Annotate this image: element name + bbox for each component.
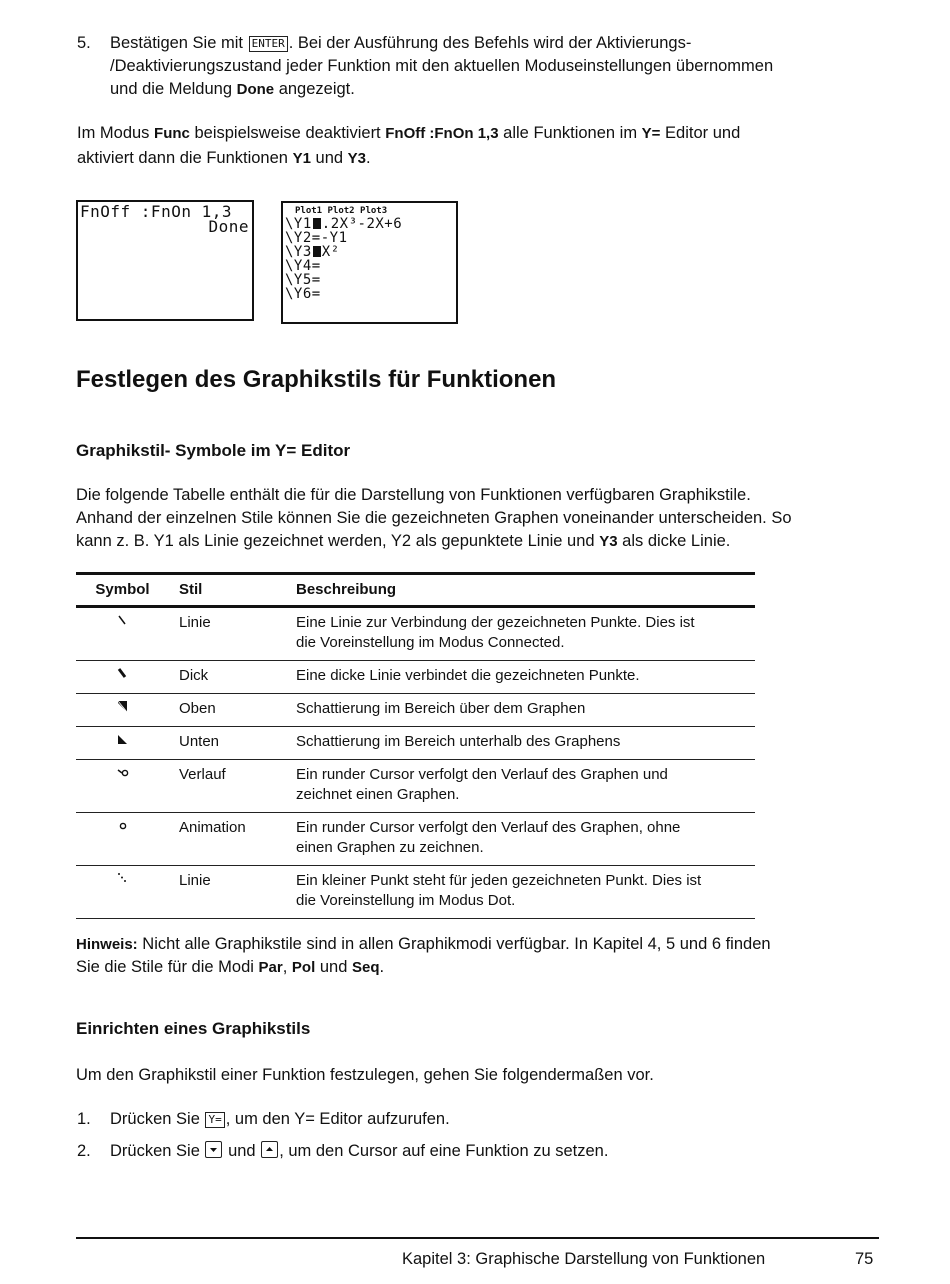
intro-line-2: Anhand der einzelnen Stile können Sie die gezeichneten Graphen voneinander unterscheiden. So — [76, 509, 792, 527]
beschreibung-line-2: die Voreinstellung im Modus Dot. — [296, 892, 516, 909]
footer-chapter: Kapitel 3: Graphische Darstellung von Funktionen — [402, 1250, 766, 1268]
y-function-label: \Y2 — [285, 230, 312, 246]
example-text: alle Funktionen im — [503, 124, 638, 142]
beschreibung-line-2: einen Graphen zu zeichnen. — [296, 839, 484, 856]
intro-text: kann z. B. Y1 als Linie gezeichnet werden, Y2 als gepunktete Linie und — [76, 532, 595, 550]
dot-style-icon — [117, 872, 129, 889]
y-editor-rows — [285, 217, 456, 301]
func-keyword: Func — [154, 125, 190, 142]
table-header-row — [76, 574, 755, 607]
seq-keyword: Seq — [351, 959, 380, 976]
step-2-text: Drücken Sie — [110, 1142, 200, 1160]
note-text: Nicht alle Graphikstile sind in allen Graphikmodi verfügbar. In Kapitel 4, 5 und 6 finden — [142, 935, 771, 953]
step-5-text-post: . Bei der Ausführung des Befehls wird der Aktivierungs- — [288, 34, 692, 52]
enter-key: ENTER — [249, 36, 288, 52]
step-2-text-mid: und — [228, 1142, 256, 1160]
instruction-text: Um den Graphikstil einer Funktion festzulegen, gehen Sie folgendermaßen vor. — [76, 1066, 654, 1084]
beschreibung-cell — [296, 813, 755, 866]
note-line-2 — [76, 956, 916, 979]
pol-keyword: Pol — [291, 959, 316, 976]
y-function-expression: = — [311, 272, 321, 288]
stil-cell: Verlauf — [169, 760, 296, 813]
step-5-line-3 — [77, 78, 877, 101]
beschreibung-line-1: Schattierung im Bereich unterhalb des Graphens — [296, 733, 621, 750]
beschreibung-cell — [296, 607, 755, 661]
y-editor-row — [285, 273, 456, 287]
step-5-line-3-pre: und die Meldung — [110, 80, 233, 98]
shade-below-icon — [117, 733, 129, 750]
home-screen-result: Done — [208, 217, 249, 236]
stil-cell: Dick — [169, 661, 296, 694]
step-number: 2. — [77, 1142, 91, 1160]
beschreibung-line-2: zeichnet einen Graphen. — [296, 786, 460, 803]
y3-keyword: Y3 — [599, 533, 618, 550]
beschreibung-cell — [296, 866, 755, 919]
footer-rule — [76, 1237, 879, 1239]
step-number: 5. — [77, 34, 91, 52]
note-text: Sie die Stile für die Modi — [76, 958, 254, 976]
step-1-text-post: , um den Y= Editor aufzurufen. — [225, 1110, 450, 1128]
down-arrow-key-icon — [205, 1141, 222, 1158]
example-paragraph — [77, 121, 897, 171]
example-text: . — [366, 149, 371, 167]
par-keyword: Par — [258, 959, 283, 976]
table-body — [76, 607, 755, 919]
step-2-text-post: , um den Cursor auf eine Funktion zu setzen. — [279, 1142, 609, 1160]
selected-equals-indicator — [313, 218, 321, 229]
step-5-line-1 — [77, 32, 877, 55]
stil-cell: Oben — [169, 694, 296, 727]
header-beschreibung: Beschreibung — [296, 574, 755, 607]
fnoff-command: FnOff :FnOn 1,3 — [385, 125, 499, 142]
step-number: 1. — [77, 1110, 91, 1128]
header-stil: Stil — [169, 574, 296, 607]
note-paragraph — [76, 933, 916, 979]
note-label: Hinweis: — [76, 936, 138, 953]
example-line-1 — [77, 121, 897, 146]
table-row — [76, 866, 755, 919]
step-5-text: Bestätigen Sie mit — [110, 34, 243, 52]
y-function-label: \Y4 — [285, 258, 312, 274]
stil-cell: Linie — [169, 866, 296, 919]
animate-style-icon — [117, 819, 129, 836]
note-text: und — [319, 958, 348, 976]
table-row — [76, 694, 755, 727]
note-line-1 — [76, 933, 916, 956]
step-2 — [77, 1140, 608, 1163]
beschreibung-line-1: Schattierung im Bereich über dem Graphen — [296, 700, 586, 717]
step-1 — [77, 1108, 450, 1131]
y3-keyword: Y3 — [347, 150, 366, 167]
stil-cell: Animation — [169, 813, 296, 866]
beschreibung-line-1: Ein kleiner Punkt steht für jeden gezeichneten Punkt. Dies ist — [296, 872, 702, 889]
y-editor-row — [285, 287, 456, 301]
y-function-expression: X² — [321, 244, 340, 260]
table-row — [76, 607, 755, 661]
y-function-expression: .2X³-2X+6 — [321, 216, 403, 232]
y-function-label: \Y1 — [285, 216, 312, 232]
y-equals-key: Y= — [205, 1112, 224, 1128]
beschreibung-line-2: die Voreinstellung im Modus Connected. — [296, 634, 565, 651]
y-editor-row — [285, 231, 456, 245]
y-editor-row — [285, 259, 456, 273]
step-5 — [77, 32, 877, 101]
path-style-icon — [117, 766, 129, 783]
step-5-line-2: /Deaktivierungszustand jeder Funktion mit den aktuellen Moduseinstellungen übernommen — [110, 57, 774, 75]
graph-styles-table — [76, 572, 755, 919]
beschreibung-cell — [296, 760, 755, 813]
y-function-label: \Y6 — [285, 286, 312, 302]
line-style-icon — [117, 614, 129, 631]
calculator-y-editor-screen — [281, 201, 458, 324]
stil-cell: Unten — [169, 727, 296, 760]
calculator-home-screen — [76, 200, 254, 321]
beschreibung-cell — [296, 727, 755, 760]
step-5-line-3-post: angezeigt. — [278, 80, 355, 98]
example-text: und — [315, 149, 344, 167]
table-row — [76, 661, 755, 694]
selected-equals-indicator — [313, 246, 321, 257]
symbol-cell — [76, 866, 169, 919]
beschreibung-cell — [296, 694, 755, 727]
y-function-label: \Y5 — [285, 272, 312, 288]
y1-keyword: Y1 — [292, 150, 311, 167]
plot-indicators: Plot1 Plot2 Plot3 — [295, 206, 388, 216]
y-equals-keyword: Y= — [641, 125, 661, 142]
symbol-cell — [76, 813, 169, 866]
subheading-symbols: Graphikstil- Symbole im Y= Editor — [76, 441, 351, 460]
beschreibung-line-1: Eine dicke Linie verbindet die gezeichneten Punkte. — [296, 667, 640, 684]
page-heading: Festlegen des Graphikstils für Funktionen — [76, 366, 557, 393]
beschreibung-line-1: Ein runder Cursor verfolgt den Verlauf des Graphen und — [296, 766, 668, 783]
y-function-expression: = — [311, 286, 321, 302]
table-row — [76, 760, 755, 813]
intro-paragraph — [76, 484, 916, 553]
symbol-cell — [76, 661, 169, 694]
beschreibung-cell — [296, 661, 755, 694]
symbol-cell — [76, 694, 169, 727]
example-line-2 — [77, 146, 897, 171]
intro-line-1: Die folgende Tabelle enthält die für die Darstellung von Funktionen verfügbaren Graphikstile. — [76, 486, 751, 504]
y-function-label: \Y3 — [285, 244, 312, 260]
table-row — [76, 727, 755, 760]
header-symbol: Symbol — [76, 574, 169, 607]
step-1-text: Drücken Sie — [110, 1110, 200, 1128]
symbol-cell — [76, 760, 169, 813]
up-arrow-key-icon — [261, 1141, 278, 1158]
symbol-cell — [76, 727, 169, 760]
intro-line-3 — [76, 530, 916, 553]
beschreibung-line-1: Eine Linie zur Verbindung der gezeichneten Punkte. Dies ist — [296, 614, 695, 631]
shade-above-icon — [117, 700, 129, 717]
example-text: Editor und — [665, 124, 741, 142]
example-text: beispielsweise deaktiviert — [194, 124, 381, 142]
y-function-expression: =-Y1 — [311, 230, 348, 246]
y-editor-row — [285, 245, 456, 259]
symbol-cell — [76, 607, 169, 661]
stil-cell: Linie — [169, 607, 296, 661]
page-number: 75 — [855, 1250, 874, 1268]
example-text: Im Modus — [77, 124, 150, 142]
thick-style-icon — [117, 667, 129, 684]
subheading-setup: Einrichten eines Graphikstils — [76, 1019, 311, 1038]
note-text: . — [379, 958, 385, 976]
y-function-expression: = — [311, 258, 321, 274]
note-text: , — [282, 958, 288, 976]
done-keyword: Done — [236, 81, 275, 98]
table-row — [76, 813, 755, 866]
beschreibung-line-1: Ein runder Cursor verfolgt den Verlauf des Graphen, ohne — [296, 819, 681, 836]
example-text: aktiviert dann die Funktionen — [77, 149, 288, 167]
intro-text: als dicke Linie. — [622, 532, 731, 550]
home-screen-command: FnOff :FnOn 1,3 — [80, 202, 232, 221]
y-editor-row — [285, 217, 456, 231]
